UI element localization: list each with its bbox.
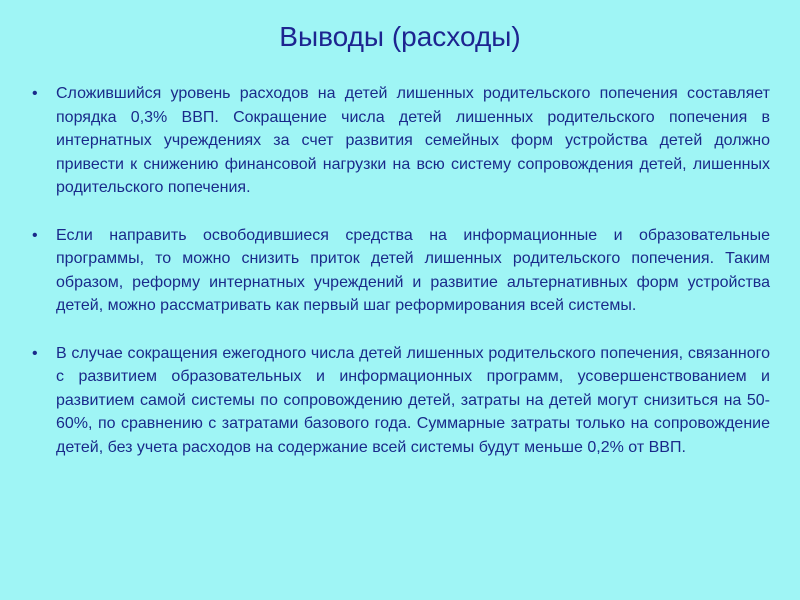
bullet-marker: •	[32, 226, 38, 244]
bullet-list	[30, 82, 770, 483]
bullet-marker: •	[32, 344, 38, 362]
bullet-item-1	[30, 82, 770, 200]
bullet-text-3: В случае сокращения ежегодного числа детей лишенных родительского попечения, связанного с развитием образовательных и информационных программ, усовершенствованием и развитием самой системы по сопровождению детей, затраты на детей могут снизиться на 50-60%, по сравнению с затратами базового года. Суммарные затраты только на сопровождение детей, без учета расходов на содержание всей системы будут меньше 0,2% от ВВП.	[56, 344, 770, 456]
slide-title: Выводы (расходы)	[279, 21, 521, 52]
bullet-text-1: Сложившийся уровень расходов на детей лишенных родительского попечения составляет порядка 0,3% ВВП. Сокращение числа детей лишенных родительского попечения в интернатных учреждениях за счет развития семейных форм устройства детей должно привести к снижению финансовой нагрузки на всю систему сопровождения детей, лишенных родительского попечения.	[56, 85, 770, 196]
bullet-marker: •	[32, 85, 38, 102]
bullet-text-2: Если направить освободившиеся средства на информационные и образовательные программы, то можно снизить приток детей лишенных родительского попечения. Таким образом, реформу интернатных учреждений и развитие альтернативных форм устройства детей, можно рассматривать как первый шаг реформирования всей системы.	[56, 226, 770, 314]
bullet-item-2	[30, 224, 770, 318]
bullet-item-3	[30, 342, 770, 460]
